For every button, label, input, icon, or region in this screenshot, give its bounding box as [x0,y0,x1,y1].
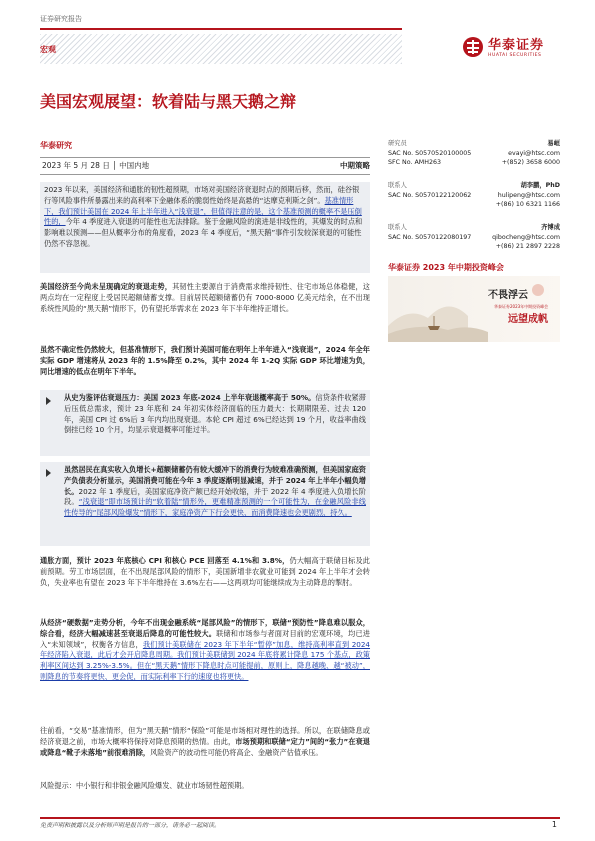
analyst-role: 联系人 [388,182,407,189]
report-date: 2023 年 5 月 28 日 │ 中国内地 [42,161,150,170]
paragraph-outlook-bold: 市场预期和联储“定力”间的“张力”在衰退或降息“靴子未落地”前很难消除， [40,736,370,757]
paragraph-fed-lead: 从经济“硬数据”走势分析，今年不出现金融系统“尾部风险”的情形下，联储“预防性”降息难以服众，综合看，经济大幅减速甚至衰退后降息的可能性较大。 [40,618,370,638]
summary-tail: 今年 4 季度进入衰退的可能性也无法排除。鉴于金融风险的演进是非线性的，其爆发的时点和影响难以预测——但从概率分布的角度看，2023 年 4 季度后，“黑天鹅”事件引发较深衰退的可能性仍然不容忽视。 [44,217,363,248]
report-info-line [40,158,370,174]
conference-banner[interactable] [388,276,560,342]
conference-slogan-2: 远望成帆 [508,314,548,325]
bullet-consumption-body: 2022 年 1 季度后，美国家庭净资产额已经开始收缩，并于 2022 年 4 季度进入负增长阶段。 [64,486,366,507]
bullet-consumption-lead: 虽然居民在真实收入负增长+超额储蓄仍有较大缓冲下的消费行为较难准确预测，但美国家庭资产负债表分析显示，美国消费可能在今年 3 季度逐渐明显减速，并于 2024 年上半年小幅负增长。 [64,465,366,496]
report-strategy-tag: 中期策略 [340,161,370,170]
analyst-email[interactable]: qibocheng@htsc.com [492,234,560,241]
paragraph-fed-mid: 联储和市场参与者面对目前的宏观环境，均已进入“未知领域”，权衡各方信息， [40,628,370,649]
analyst-sac: SAC No. S0570122120062 [388,192,472,199]
conference-title: 华泰证券 2023 年中期投资峰会 [388,263,504,272]
paragraph-fed-tail: 但在“黑天鹅”情形下降息时点可能提前，原则上，降息越晚、越“被动”，则降息的节奏将更快、更会促，而实际利率下行的速度也将更快。 [40,661,370,681]
summary-text: 2023 年以来，美国经济和通胀的韧性超预期，市场对美国经济衰退时点的预期后移，然而，硅谷银行等风险事件所暴露出来的高利率下金融体系的脆弱性始终是高悬的“达摩克利斯之剑”。 [44,185,360,205]
paragraph-inflation [40,556,370,588]
analyst-email[interactable]: evayi@htsc.com [508,150,560,157]
paragraph-fed-policy [40,618,370,683]
huatai-logo [462,36,562,62]
analyst-name: 胡李鹏，PhD [520,182,560,189]
paragraph-inflation-lead: 通胀方面，预计 2023 年底核心 CPI 和核心 PCE 回落至 4.1%和 3.8%， [40,556,290,565]
conference-slogan-1: 不畏浮云 [488,290,528,301]
analyst-panel [388,140,560,266]
analyst-phone: +(852) 3658 6000 [501,159,560,166]
report-type-label: 证券研究报告 [40,15,82,23]
analyst-name: 易峘 [547,140,560,147]
paragraph-outlook-head: 往前看，“交易”基准情形，但为“黑天鹅”情形“保险”可能是市场相对理性的选择。所以，在联储降息或经济衰退之前，市场大概率将保持对降息预期的热情。由此， [40,726,370,746]
paragraph-inflation-body: 仍大幅高于联储目标及此前预期。劳工市场层面，在不出现尾部风险的情形下，美国新增非农就业可能到 2024 年上半年才会转负，失业率也有望在 2023 年下半年维持在 3.6%左右——这两项均可能继续成为主动降息的掣肘。 [40,556,370,587]
analyst-card [388,182,560,224]
analyst-card [388,224,560,266]
paragraph-resilience [40,282,370,314]
analyst-email[interactable]: hulipeng@htsc.com [497,192,560,199]
paragraph-fed-highlight: 我们预计美联储在 2023 年下半年“暂停”加息，维持高利率直到 2024 年经济陷入衰退，此后才会开启降息周期。我们预计美联储到 2024 年底将累计降息 175 个基点，政策利率区间达到 3.25%-3.5%。 [40,639,371,671]
analyst-phone: +(86) 21 2897 2228 [495,243,560,250]
section-tag: 宏观 [40,45,56,54]
analyst-role: 联系人 [388,224,407,231]
analyst-phone: +(86) 10 6321 1166 [495,201,560,208]
bullet-recession-lead: 从史为鉴评估衰退压力：美国 2023 年底-2024 上半年衰退概率高于 50%。 [64,393,316,402]
summary-box [40,182,370,273]
analyst-name: 齐博成 [541,224,560,231]
paragraph-resilience-lead: 美国经济至今尚未呈现确定的衰退走势， [40,282,173,291]
bullet-recession-pressure [40,390,370,456]
paragraph-resilience-body: 其韧性主要源自于消费需求维持韧性、住宅市场总体稳健，这两点均在一定程度上受居民超额储蓄支撑。目前居民超额储蓄仍有 7000-8000 亿美元结余，在不出现系统性风险的“黑天鹅”情形下，仍有望托举需求在 2023 年下半年维持正增长。 [40,282,370,313]
report-title: 美国宏观展望：软着陆与黑天鹅之辩 [40,92,297,111]
analyst-sac: SAC No. S0570520100005 [388,150,472,157]
risk-warning: 风险提示：中小银行和非银金融风险爆发、就业市场韧性超预期。 [40,781,249,790]
footer-disclaimer: 免责声明和披露以及分析师声明是报告的一部分，请务必一起阅读。 [40,822,221,829]
analyst-sac: SAC No. S0570122080197 [388,234,472,241]
paragraph-baseline: 虽然不确定性仍然较大，但基准情形下，我们预计美国可能在明年上半年进入“浅衰退”，2024 年全年实际 GDP 增速将从 2023 年的 1.5%降至 0.2%，其中 2024 年 1-2Q 实际 GDP 环比增速为负，同比增速的低点在明年下半年。 [40,345,370,376]
analyst-role: 研究员 [388,140,407,147]
logo-text-en: HUATAI SECURITIES [488,53,542,58]
conference-subtitle: 华泰证券2023年中期投资峰会 [494,304,549,309]
bullet-consumption-highlight: “浅衰退”即市场预计的“软着陆”情形外，更难精准预测的一个可能性为，在金融风险非线性传导的“尾部风险爆发”情形下，家庭净资产下行会更快、而消费降速也会更剧烈、持久。 [64,497,366,518]
research-label: 华泰研究 [40,141,72,150]
paragraph-outlook-tail: 风险资产的波动性可能仍将高企、金融资产估值承压。 [150,747,323,757]
page-number: 1 [551,820,557,829]
header-hatch-band [40,34,402,64]
huatai-logo-icon [462,36,484,58]
analyst-sfc: SFC No. AMH263 [388,159,441,166]
header-rule [40,28,402,30]
paragraph-outlook [40,726,370,758]
summary-highlight: 基准情形下，我们预计美国在 2024 年上半年进入“浅衰退”，但值得注意的是，这个基准预测的概率不是压倒性的， [44,195,362,227]
info-rule-bottom [40,174,370,175]
bullet-recession-body: 信贷条件收紧滞后压低总需求，预计 23 年底和 24 年初实体经济面临的压力最大：长期期限差、过去 120 年，美国 CPI 过 6%后 3 年内均出现衰退。本轮 CPI 超过 6%已经达到 19 个月，收益率曲线倒挂已经 10 个月，均显示衰退概率可能过半。 [64,393,366,435]
analyst-card [388,140,560,182]
bullet-consumption [40,462,370,546]
footer-rule [40,817,560,819]
logo-text-cn: 华泰证券 [488,38,545,53]
